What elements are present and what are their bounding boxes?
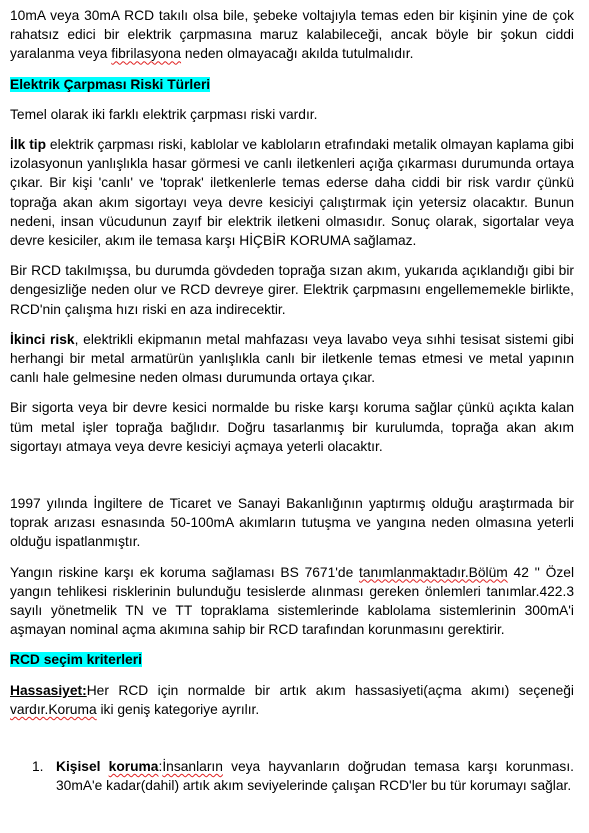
sensitivity-label: Hassasiyet: — [10, 682, 87, 698]
spellcheck-word: İnsanların — [162, 759, 223, 775]
rcd-paragraph: Bir RCD takılmışsa, bu durumda gövdeden toprağa sızan akım, yukarıda açıklandığı gibi bir dengesizliğe neden olur ve RCD devreye girer. Elektrik çarpmasını engellememekle birlikte, RCD'nin çalışma hızı riski en aza indirecektir. — [10, 263, 574, 317]
fuse-paragraph: Bir sigorta veya bir devre kesici normalde bu riske karşı koruma sağlar çünkü açıkta kalan tüm metal işler toprağa bağlıdır. Doğru tasarlanmış bir kurulumda, toprağa akan akım sigortayı atmaya veya devre kesiciyi açmaya yeterli olacaktır. — [10, 400, 574, 454]
list-item: 1. Kişisel koruma:İnsanların veya hayvanların doğrudan temasa karşı korunması. 30mA'e kadar(dahil) artık akım seviyelerinde çalışan RCD'ler bu tür korumayı sağlar. — [10, 757, 574, 795]
spellcheck-word: koruma — [108, 759, 159, 775]
sensitivity-paragraph: Hassasiyet:Her RCD için normalde bir artık akım hassasiyeti(açma akımı) seçeneği vardır.Koruma iki geniş kategoriye ayrılır. — [10, 682, 574, 717]
study-1997-paragraph: 1997 yılında İngiltere de Ticaret ve Sanayi Bakanlığının yaptırmış olduğu araştırmada bir toprak arızası esnasında 50-100mA akımların tutuşma ve yangına neden olmasına yeterli olduğu ispatlanmıştır. — [10, 496, 574, 550]
two-risks-paragraph: Temel olarak iki farklı elektrik çarpması riski vardır. — [10, 106, 318, 122]
first-risk-paragraph: İlk tip elektrik çarpması riski, kablolar ve kabloların etrafındaki metalik olmayan kaplama gibi izolasyonun yanlışlıkla hasar görmesi ve canlı iletkenleri açığa çıkarması durumunda ortaya çıkar. Bir kişi 'canlı' ve 'toprak' iletkenlerle temas ederse daha ciddi bir risk vardır çünkü toprağa akan akım sigortayı veya devre kesiciyi çalıştırmak için yetersiz olacaktır. Bunun nedeni, insan vücudunun zayıf bir elektrik iletkeni olmasıdır. Sonuç olarak, sigortalar veya devre kesiciler, akım ile temasa karşı HİÇBİR KORUMA sağlamaz. — [10, 137, 574, 249]
list-number: 1. — [32, 759, 44, 775]
fire-protection-paragraph: Yangın riskine karşı ek koruma sağlaması BS 7671'de tanımlanmaktadır.Bölüm 42 '' Özel yangın tehlikesi risklerinin bulunduğu tesislerde alınması gereken önlemleri tanımlar.422.3 sayılı yönetmelik TN ve TT topraklama sistemlerinde kablolama sistemlerinin 300mA'i aşmayan nominal açma akımına sahip bir RCD tarafından korunmasını gerektirir. — [10, 564, 575, 638]
heading-shock-risk-types: Elektrik Çarpması Riski Türleri — [10, 76, 211, 92]
spellcheck-word: fibrilasyona — [111, 46, 182, 62]
second-risk-paragraph: İkinci risk, elektrikli ekipmanın metal mahfazası veya lavabo veya sıhhi tesisat sistemi gibi herhangi bir metal armatürün yanlışlıkla canlı bir iletkenle temas etmesi ve metal yapının canlı hale gelmesine neden olması durumunda ortaya çıkar. — [10, 331, 575, 386]
spellcheck-word: vardır.Koruma — [10, 701, 97, 717]
spellcheck-word: tanımlanmaktadır.Bölüm — [359, 564, 508, 580]
heading-rcd-selection: RCD seçim kriterleri — [10, 652, 142, 668]
document-page — [10, 6, 574, 796]
intro-paragraph: 10mA veya 30mA RCD takılı olsa bile, şebeke voltajıyla temas eden bir kişinin yine de çok rahatsız edici bir elektrik çarpmasına maruz kalabileceği, ancak böyle bir şokun ciddi yaralanma veya fibrilasyona neden olmayacağı akılda tutulmalıdır. — [10, 8, 574, 62]
